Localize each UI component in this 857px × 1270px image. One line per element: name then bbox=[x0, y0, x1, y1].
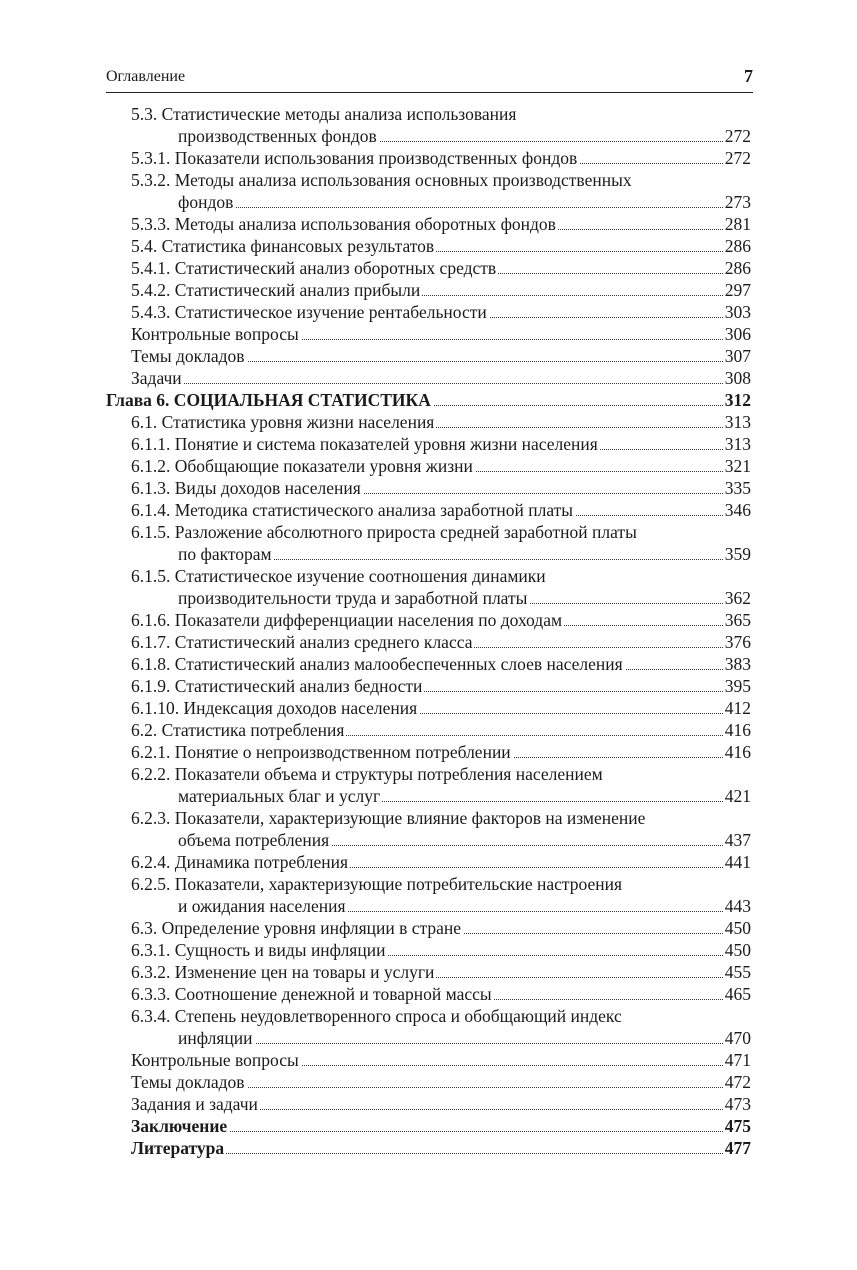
toc-entry bbox=[106, 609, 751, 631]
toc-entry-title: Контрольные вопросы bbox=[131, 1050, 299, 1070]
toc-entry-page: 307 bbox=[724, 346, 751, 366]
toc-entry bbox=[106, 1027, 751, 1049]
toc-entry-page: 286 bbox=[724, 236, 751, 256]
toc-entry bbox=[106, 653, 751, 675]
running-header bbox=[106, 64, 753, 93]
toc-entry-title: 5.3.1. Показатели использования производственных фондов bbox=[131, 148, 578, 168]
toc-entry bbox=[106, 983, 751, 1005]
toc-entry-title: 6.2. Статистика потребления bbox=[131, 720, 345, 740]
toc-entry-title: 5.4.1. Статистический анализ оборотных средств bbox=[131, 258, 497, 278]
toc-entry-title: 6.2.5. Показатели, характеризующие потребительские настроения bbox=[131, 874, 623, 894]
toc-entry-page: 477 bbox=[724, 1138, 751, 1158]
toc-entry bbox=[106, 631, 751, 653]
toc-entry-title: фондов bbox=[178, 192, 234, 212]
toc-entry-page: 313 bbox=[724, 412, 751, 432]
toc-entry bbox=[106, 873, 751, 895]
toc-entry bbox=[106, 543, 751, 565]
dot-leader bbox=[131, 383, 751, 384]
toc-entry bbox=[106, 499, 751, 521]
toc-entry-title: 5.4.3. Статистическое изучение рентабельности bbox=[131, 302, 487, 322]
toc-entry-page: 272 bbox=[724, 126, 751, 146]
toc-entry-title: Темы докладов bbox=[131, 346, 245, 366]
toc-entry-title: по факторам bbox=[178, 544, 272, 564]
toc-entry bbox=[106, 917, 751, 939]
toc-entry-title: материальных благ и услуг bbox=[178, 786, 381, 806]
toc-entry-page: 281 bbox=[724, 214, 751, 234]
toc-entry bbox=[106, 235, 751, 257]
toc-entry-page: 297 bbox=[724, 280, 751, 300]
toc-entry bbox=[106, 939, 751, 961]
toc-entry-page: 416 bbox=[724, 742, 751, 762]
toc-entry bbox=[106, 587, 751, 609]
toc-entry bbox=[106, 785, 751, 807]
toc-entry-page: 421 bbox=[724, 786, 751, 806]
toc-entry bbox=[106, 323, 751, 345]
toc-entry-page: 359 bbox=[724, 544, 751, 564]
toc-entry-title: объема потребления bbox=[178, 830, 330, 850]
toc-entry-title: Контрольные вопросы bbox=[131, 324, 299, 344]
toc-entry bbox=[106, 895, 751, 917]
toc-entry bbox=[106, 961, 751, 983]
toc-entry-page: 450 bbox=[724, 940, 751, 960]
toc-entry-page: 455 bbox=[724, 962, 751, 982]
toc-entry bbox=[106, 301, 751, 323]
toc-entry-title: 5.4.2. Статистический анализ прибыли bbox=[131, 280, 421, 300]
toc-entry bbox=[106, 1071, 751, 1093]
toc-entry bbox=[106, 455, 751, 477]
toc-entry-page: 308 bbox=[724, 368, 751, 388]
toc-entry bbox=[106, 191, 751, 213]
toc-entry bbox=[106, 675, 751, 697]
toc-entry-page: 475 bbox=[724, 1116, 751, 1136]
toc-entry-page: 383 bbox=[724, 654, 751, 674]
toc-entry-title: 6.1.5. Разложение абсолютного прироста средней заработной платы bbox=[131, 522, 637, 542]
toc-entry-page: 412 bbox=[724, 698, 751, 718]
toc-entry bbox=[106, 829, 751, 851]
toc-entry-page: 472 bbox=[724, 1072, 751, 1092]
dot-leader bbox=[178, 207, 751, 208]
toc-entry bbox=[106, 169, 751, 191]
toc-entry-page: 365 bbox=[724, 610, 751, 630]
toc-entry bbox=[106, 345, 751, 367]
toc-entry-title: 6.1.6. Показатели дифференциации населения по доходам bbox=[131, 610, 563, 630]
toc-entry bbox=[106, 279, 751, 301]
toc-entry-page: 441 bbox=[724, 852, 751, 872]
toc-entry-title: 6.1.2. Обобщающие показатели уровня жизни bbox=[131, 456, 473, 476]
toc-entry-page: 346 bbox=[724, 500, 751, 520]
toc-entry-title: 5.3.3. Методы анализа использования оборотных фондов bbox=[131, 214, 556, 234]
toc-entry bbox=[106, 147, 751, 169]
toc-entry-page: 273 bbox=[724, 192, 751, 212]
toc-entry-page: 465 bbox=[724, 984, 751, 1004]
toc-entry-title: Задания и задачи bbox=[131, 1094, 258, 1114]
toc-entry-page: 335 bbox=[724, 478, 751, 498]
toc-entry-page: 362 bbox=[724, 588, 751, 608]
toc-entry-page: 471 bbox=[724, 1050, 751, 1070]
toc-entry-title: 6.1.1. Понятие и система показателей уровня жизни населения bbox=[131, 434, 598, 454]
toc-entry-title: и ожидания населения bbox=[178, 896, 346, 916]
toc-entry-page: 303 bbox=[724, 302, 751, 322]
toc-entry-title: 6.1.5. Статистическое изучение соотношения динамики bbox=[131, 566, 546, 586]
table-of-contents bbox=[106, 103, 751, 1159]
toc-entry-title: 6.3.1. Сущность и виды инфляции bbox=[131, 940, 386, 960]
toc-entry-page: 473 bbox=[724, 1094, 751, 1114]
toc-entry bbox=[106, 697, 751, 719]
toc-entry bbox=[106, 1005, 751, 1027]
toc-entry-title: производительности труда и заработной платы bbox=[178, 588, 528, 608]
toc-entry-page: 416 bbox=[724, 720, 751, 740]
toc-entry bbox=[106, 103, 751, 125]
toc-entry-title: Глава 6. СОЦИАЛЬНАЯ СТАТИСТИКА bbox=[106, 390, 431, 410]
toc-entry-title: 5.4. Статистика финансовых результатов bbox=[131, 236, 435, 256]
toc-entry-title: 6.3.2. Изменение цен на товары и услуги bbox=[131, 962, 435, 982]
toc-entry-title: Литература bbox=[131, 1138, 225, 1158]
toc-entry bbox=[106, 389, 751, 411]
toc-entry-title: 5.3.2. Методы анализа использования основных производственных bbox=[131, 170, 632, 190]
toc-entry bbox=[106, 521, 751, 543]
toc-entry bbox=[106, 1137, 751, 1159]
toc-entry-title: 6.1.3. Виды доходов населения bbox=[131, 478, 361, 498]
toc-entry bbox=[106, 477, 751, 499]
toc-entry bbox=[106, 807, 751, 829]
toc-entry-page: 312 bbox=[724, 390, 751, 410]
toc-entry bbox=[106, 565, 751, 587]
header-title: Оглавление bbox=[106, 68, 186, 85]
toc-entry bbox=[106, 851, 751, 873]
toc-entry bbox=[106, 763, 751, 785]
toc-entry-title: 6.1.7. Статистический анализ среднего класса bbox=[131, 632, 473, 652]
toc-entry bbox=[106, 1049, 751, 1071]
toc-entry-title: 6.1.9. Статистический анализ бедности bbox=[131, 676, 423, 696]
toc-entry bbox=[106, 719, 751, 741]
toc-entry-title: 6.2.3. Показатели, характеризующие влияние факторов на изменение bbox=[131, 808, 646, 828]
toc-entry-page: 450 bbox=[724, 918, 751, 938]
toc-entry-page: 437 bbox=[724, 830, 751, 850]
toc-entry-title: 6.1. Статистика уровня жизни населения bbox=[131, 412, 435, 432]
toc-entry-page: 443 bbox=[724, 896, 751, 916]
page-number: 7 bbox=[744, 66, 753, 86]
toc-entry-page: 313 bbox=[724, 434, 751, 454]
toc-entry bbox=[106, 1093, 751, 1115]
dot-leader bbox=[178, 1043, 751, 1044]
toc-entry-title: 6.1.4. Методика статистического анализа заработной платы bbox=[131, 500, 574, 520]
toc-entry bbox=[106, 125, 751, 147]
toc-entry-title: Темы докладов bbox=[131, 1072, 245, 1092]
toc-entry-page: 470 bbox=[724, 1028, 751, 1048]
toc-entry-title: 6.1.10. Индексация доходов населения bbox=[131, 698, 418, 718]
toc-entry-title: Заключение bbox=[131, 1116, 228, 1136]
toc-entry-page: 376 bbox=[724, 632, 751, 652]
toc-entry-title: 6.2.2. Показатели объема и структуры потребления населением bbox=[131, 764, 603, 784]
toc-entry bbox=[106, 367, 751, 389]
toc-entry-page: 272 bbox=[724, 148, 751, 168]
toc-entry bbox=[106, 1115, 751, 1137]
toc-entry-page: 286 bbox=[724, 258, 751, 278]
toc-entry-title: 5.3. Статистические методы анализа использования bbox=[131, 104, 517, 124]
toc-entry-title: производственных фондов bbox=[178, 126, 377, 146]
toc-entry-title: 6.3.3. Соотношение денежной и товарной массы bbox=[131, 984, 492, 1004]
toc-entry-page: 395 bbox=[724, 676, 751, 696]
toc-entry-page: 306 bbox=[724, 324, 751, 344]
toc-entry-title: 6.2.4. Динамика потребления bbox=[131, 852, 349, 872]
toc-entry bbox=[106, 213, 751, 235]
toc-entry-title: 6.1.8. Статистический анализ малообеспеченных слоев населения bbox=[131, 654, 623, 674]
toc-entry-title: Задачи bbox=[131, 368, 182, 388]
toc-entry bbox=[106, 433, 751, 455]
toc-entry bbox=[106, 411, 751, 433]
toc-entry-page: 321 bbox=[724, 456, 751, 476]
toc-entry-title: 6.3. Определение уровня инфляции в стране bbox=[131, 918, 462, 938]
toc-entry-title: 6.3.4. Степень неудовлетворенного спроса и обобщающий индекс bbox=[131, 1006, 622, 1026]
toc-entry-title: инфляции bbox=[178, 1028, 253, 1048]
toc-entry-title: 6.2.1. Понятие о непроизводственном потреблении bbox=[131, 742, 511, 762]
toc-entry bbox=[106, 257, 751, 279]
toc-entry bbox=[106, 741, 751, 763]
